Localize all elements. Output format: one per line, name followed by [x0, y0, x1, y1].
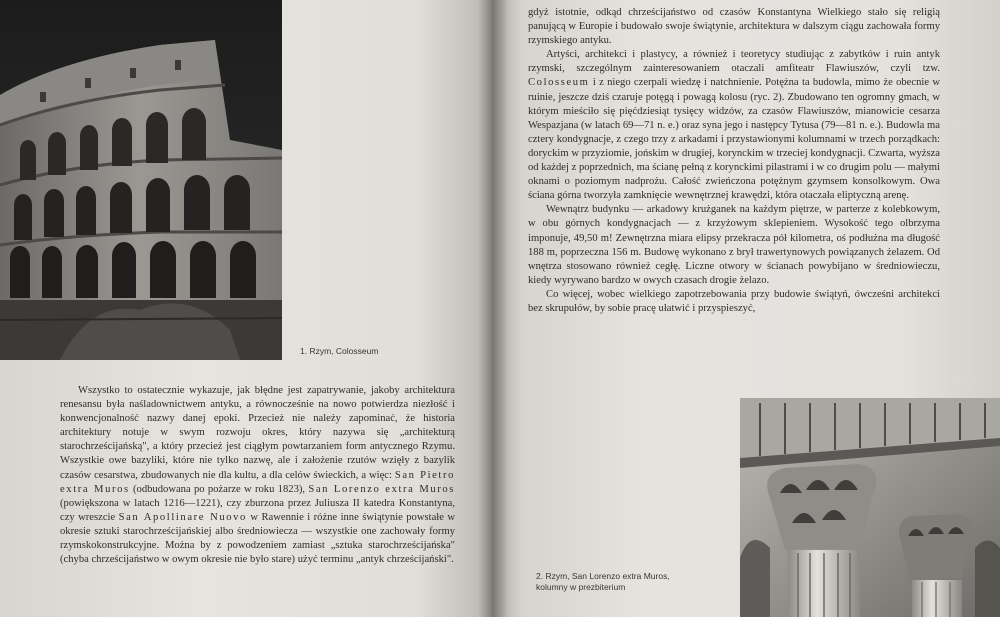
church-name-san-pietro: San Pietro extra Muros [60, 469, 455, 495]
text-run: (powiększona w latach 1216—1221), czy zburzona przez Juliusza II katedra Konstantyna, czy wreszcie [60, 497, 455, 523]
text-run: Artyści, architekci i plastycy, a również i teoretycy studiując z zabytków i ruin antyk rzymski, szczególnym zainteresowaniem otaczali amfiteatr Flawiuszów, czyli tzw. [528, 49, 940, 75]
right-paragraph-3: Wewnątrz budynku — arkadowy krużganek na każdym piętrze, w parterze z kolebkowym, w obu górnych kondygnacjach — z krzyżowym sklepieniem. Wysokość tego olbrzyma imponuje, 49,50 m! Zewnętrzna miara elipsy przekracza pół kilometra, oś podłużna ma długość 188 m, poprzeczna 156 m. Budowę wykonano z brył trawertynowych powiązanych żelazem. Od wnętrza stosowano również cegłę. Liczne otwory w ścianach powybijano w średniowieczu, kiedy wyrywano bardzo w owych czasach drogie żelazo. [528, 204, 940, 286]
left-body-text [60, 384, 455, 567]
right-paragraph-1: gdyż istotnie, odkąd chrześcijaństwo od czasów Konstantyna Wielkiego stało się religią panującą w Europie i budowało swoje świątynie, architektura w dalszym ciągu zachowała formy rzymskiego antyku. [528, 7, 940, 47]
text-run: (odbudowana po pożarze w roku 1823), [133, 483, 306, 495]
columns-photo [740, 398, 1000, 617]
left-paragraph-1 [60, 384, 455, 567]
figure2-caption-line1: 2. Rzym, San Lorenzo extra Muros, [536, 571, 670, 581]
right-page [492, 0, 1000, 617]
text-run: w Rawennie i różne inne świątynie powstałe w okresie sztuki starochrześcijańskiej albo średniowiecza — wszystkie one zachowały formy rzymskokonstrukcyjne. Można by z powodzeniem zamiast „sztuka starochrześcijańska" (chyba chrześcijaństwo w owym okresie nie było stare) użyć terminu „antyk chrześcijański". [60, 511, 456, 566]
text-run: i z niego czerpali wiedzę i natchnienie. Potężna ta budowla, mimo że obecnie w ruinie, jeszcze dziś czaruje potęgą i powagą kolosu (ryc. 2). Zbudowano ten ogromny gmach, w którym mieściło się pięćdziesiąt tysięcy widzów, za czasów Flawiuszów, mianowicie cesarza Wespazjana (w latach 69—71 n. e.) oraz syna jego i następcy Tytusa (79—81 n. e.). Budowla ma cztery kondygnacje, z czego trzy z arkadami i przystawionymi kolumnami w trzech porządkach: doryckim w przyziomie, jońskim w drugiej, korynckim w trzeciej kondygnacji. Czwarta, wyższa od każdej z poprzednich, ma ścianę pełną z korynckimi pilastrami i w co drugim polu — małymi oknami o poziomym nadprożu. Całość zwieńczona potężnym gzymsem konsolkowym. Owa ściana górna tworzyła zamknięcie wewnętrznej krawędzi, która otaczała eliptyczną arenę. [528, 77, 940, 202]
figure1-caption: 1. Rzym, Colosseum [300, 346, 379, 356]
colosseum-photo [0, 0, 282, 360]
right-body-text [528, 6, 940, 316]
left-page [0, 0, 492, 617]
corinthian-columns-image [740, 398, 1000, 617]
colosseum-image [0, 0, 282, 360]
right-paragraph-4: Co więcej, wobec wielkiego zapotrzebowania przy budowie świątyń, ówcześni architekci bez skrupułów, by sobie pracę ułatwić i przyspieszyć, [528, 288, 940, 314]
figure2-caption [536, 571, 726, 593]
text-run: Wszystko to ostatecznie wykazuje, jak błędne jest zapatrywanie, jakoby architektura renesansu była naśladownictwem antyku, a równocześnie na nowo potwierdza niezłość i konwencjonalność nazwy danej epoki. Przecież nie należy zapominać, że historia architektury notuje w swym rozwoju okres, który nazywa się „architekturą starochrześcijańską", a który przecież jest ciągłym powtarzaniem form antycznego Rzymu. Wszystkie owe bazyliki, które nie tylko nazwę, ale i założenie rzutów wzięły z bazylik czasów cesarstwa, zbudowanych nie dla kultu, a dla celów świeckich, a więc: [60, 385, 455, 481]
church-name-san-lorenzo: San Lorenzo extra Muros [308, 483, 456, 495]
figure2-caption-line2: kolumny w prezbiterium [536, 582, 626, 592]
colosseum-term: Colosseum [528, 77, 590, 89]
church-name-san-apollinare: San Apollinare Nuovo [118, 511, 247, 523]
right-paragraph-2 [528, 48, 940, 203]
book-gutter-shadow [478, 0, 508, 617]
